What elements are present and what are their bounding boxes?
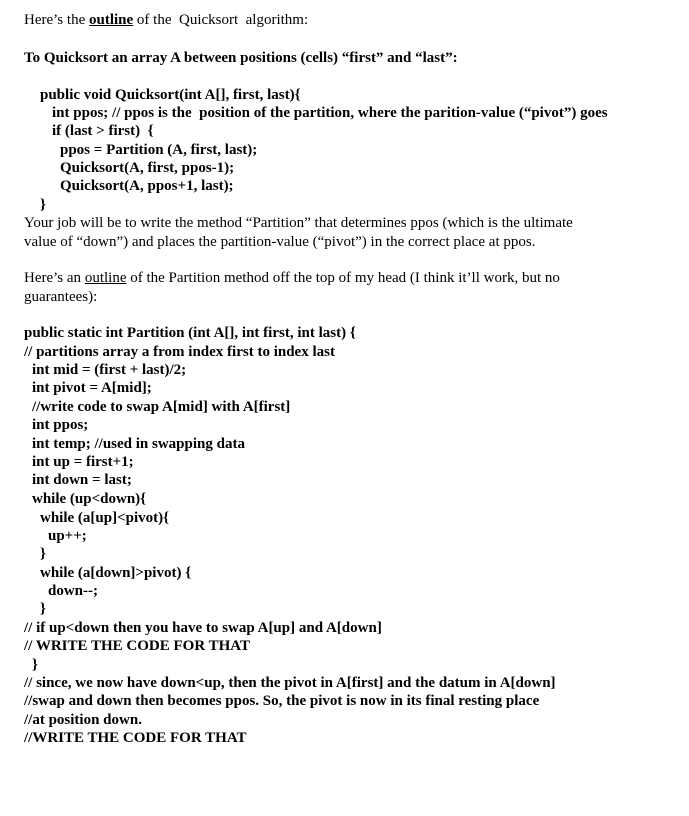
- partition-line: //write code to swap A[mid] with A[first]: [32, 399, 291, 415]
- partition-line: while (a[up]<pivot){: [40, 510, 170, 526]
- intro-line: [24, 11, 308, 29]
- quicksort-line: int ppos; // ppos is the position of the partition, where the parition-value (“pivot”) goes: [52, 105, 608, 121]
- partition-line: // partitions array a from index first to index last: [24, 344, 335, 360]
- partition-line: int pivot = A[mid];: [32, 380, 152, 396]
- partition-line: int down = last;: [32, 472, 132, 488]
- partition-intro-emphasis: outline: [84, 270, 127, 286]
- quicksort-line: ppos = Partition (A, first, last);: [60, 142, 258, 158]
- partition-line: //WRITE THE CODE FOR THAT: [24, 730, 247, 746]
- partition-line: int up = first+1;: [32, 454, 134, 470]
- partition-line: int temp; //used in swapping data: [32, 436, 245, 452]
- partition-line: //at position down.: [24, 712, 142, 728]
- partition-intro-line: [24, 269, 560, 287]
- partition-intro-post: of the Partition method off the top of my head (I think it’ll work, but no: [126, 270, 560, 286]
- partition-line: down--;: [48, 583, 99, 599]
- partition-line: up++;: [48, 528, 87, 544]
- intro-post: of the Quicksort algorithm:: [133, 12, 309, 28]
- partition-line: // if up<down then you have to swap A[up] and A[down]: [24, 620, 382, 636]
- partition-line: //swap and down then becomes ppos. So, the pivot is now in its final resting place: [24, 693, 540, 709]
- section-heading: To Quicksort an array A between positions (cells) “first” and “last”:: [24, 50, 458, 66]
- partition-line: // WRITE THE CODE FOR THAT: [24, 638, 251, 654]
- quicksort-line: Quicksort(A, first, ppos-1);: [60, 160, 235, 176]
- job-text-line: value of “down”) and places the partition-value (“pivot”) in the correct place at ppos.: [24, 234, 536, 250]
- intro-pre: Here’s the: [24, 12, 89, 28]
- quicksort-signature: public void Quicksort(int A[], first, last){: [40, 87, 301, 103]
- partition-intro-pre: Here’s an: [24, 270, 85, 286]
- job-text-line: Your job will be to write the method “Partition” that determines ppos (which is the ultimate: [24, 215, 573, 231]
- intro-emphasis: outline: [88, 12, 134, 28]
- quicksort-line: if (last > first) {: [52, 123, 154, 139]
- partition-line: int mid = (first + last)/2;: [32, 362, 187, 378]
- partition-line: while (up<down){: [32, 491, 147, 507]
- partition-line: while (a[down]>pivot) {: [40, 565, 192, 581]
- partition-line: // since, we now have down<up, then the pivot in A[first] and the datum in A[down]: [24, 675, 556, 691]
- quicksort-close-brace: }: [40, 197, 46, 213]
- partition-signature: public static int Partition (int A[], int first, int last) {: [24, 325, 356, 341]
- partition-line: }: [32, 657, 38, 673]
- partition-line: }: [40, 546, 46, 562]
- partition-intro-line2: guarantees):: [24, 289, 98, 305]
- partition-line: }: [40, 601, 46, 617]
- partition-line: int ppos;: [32, 417, 89, 433]
- quicksort-line: Quicksort(A, ppos+1, last);: [60, 178, 234, 194]
